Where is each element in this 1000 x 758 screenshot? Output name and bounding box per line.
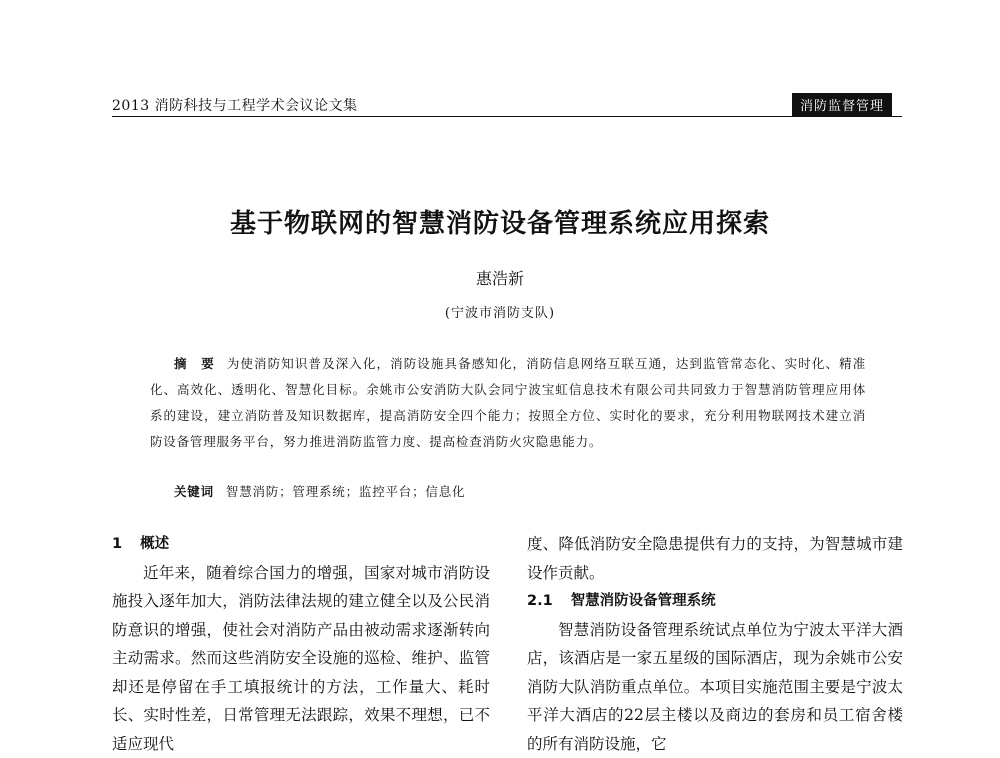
section-badge: 消防监督管理 — [792, 93, 892, 116]
affiliation: (宁波市消防支队) — [0, 302, 1000, 321]
paragraph: 智慧消防设备管理系统试点单位为宁波太平洋大酒店，该酒店是一家五星级的国际酒店，现为余姚市公安消防大队消防重点单位。本项目实施范围主要是宁波太平洋大酒店的22层主楼以及商边的套房和员工宿舍楼的所有消防设施，它 — [527, 616, 903, 758]
left-column — [112, 530, 490, 758]
paragraph-continued: 度、降低消防安全隐患提供有力的支持，为智慧城市建设作贡献。 — [527, 530, 903, 587]
paper-title: 基于物联网的智慧消防设备管理系统应用探索 — [0, 203, 1000, 240]
section-title: 概述 — [140, 536, 169, 552]
running-header: 2013 消防科技与工程学术会议论文集 — [112, 95, 358, 115]
subsection-heading — [527, 587, 903, 616]
paragraph: 近年来，随着综合国力的增强，国家对城市消防设施投入逐年加大，消防法律法规的建立健全以及公民消防意识的增强，使社会对消防产品由被动需求逐渐转向主动需求。然而这些消防安全设施的巡检、维护、监管却还是停留在手工填报统计的方法，工作量大、耗时长、实时性差，日常管理无法跟踪，效果不理想，已不适应现代 — [112, 559, 490, 758]
section-number: 1 — [112, 536, 122, 552]
keywords-label: 关键词 — [174, 484, 214, 499]
subsection-title: 智慧消防设备管理系统 — [571, 593, 716, 609]
keywords-text: 智慧消防；管理系统；监控平台；信息化 — [226, 484, 465, 499]
right-column — [527, 530, 903, 758]
abstract-text: 为使消防知识普及深入化，消防设施具备感知化，消防信息网络互联互通，达到监管常态化、实时化、精准化、高效化、透明化、智慧化目标。余姚市公安消防大队会同宁波宝虹信息技术有限公司共同致力于智慧消防管理应用体系的建设，建立消防普及知识数据库，提高消防安全四个能力；按照全方位、实时化的要求，充分利用物联网技术建立消防设备管理服务平台，努力推进消防监管力度、提高检查消防火灾隐患能力。 — [150, 356, 866, 449]
abstract — [150, 351, 866, 455]
section-heading — [112, 530, 490, 559]
keywords — [174, 482, 465, 500]
abstract-label: 摘 要 — [174, 356, 215, 371]
subsection-number: 2.1 — [527, 593, 553, 609]
header-divider — [112, 116, 902, 117]
author: 惠浩新 — [0, 266, 1000, 289]
